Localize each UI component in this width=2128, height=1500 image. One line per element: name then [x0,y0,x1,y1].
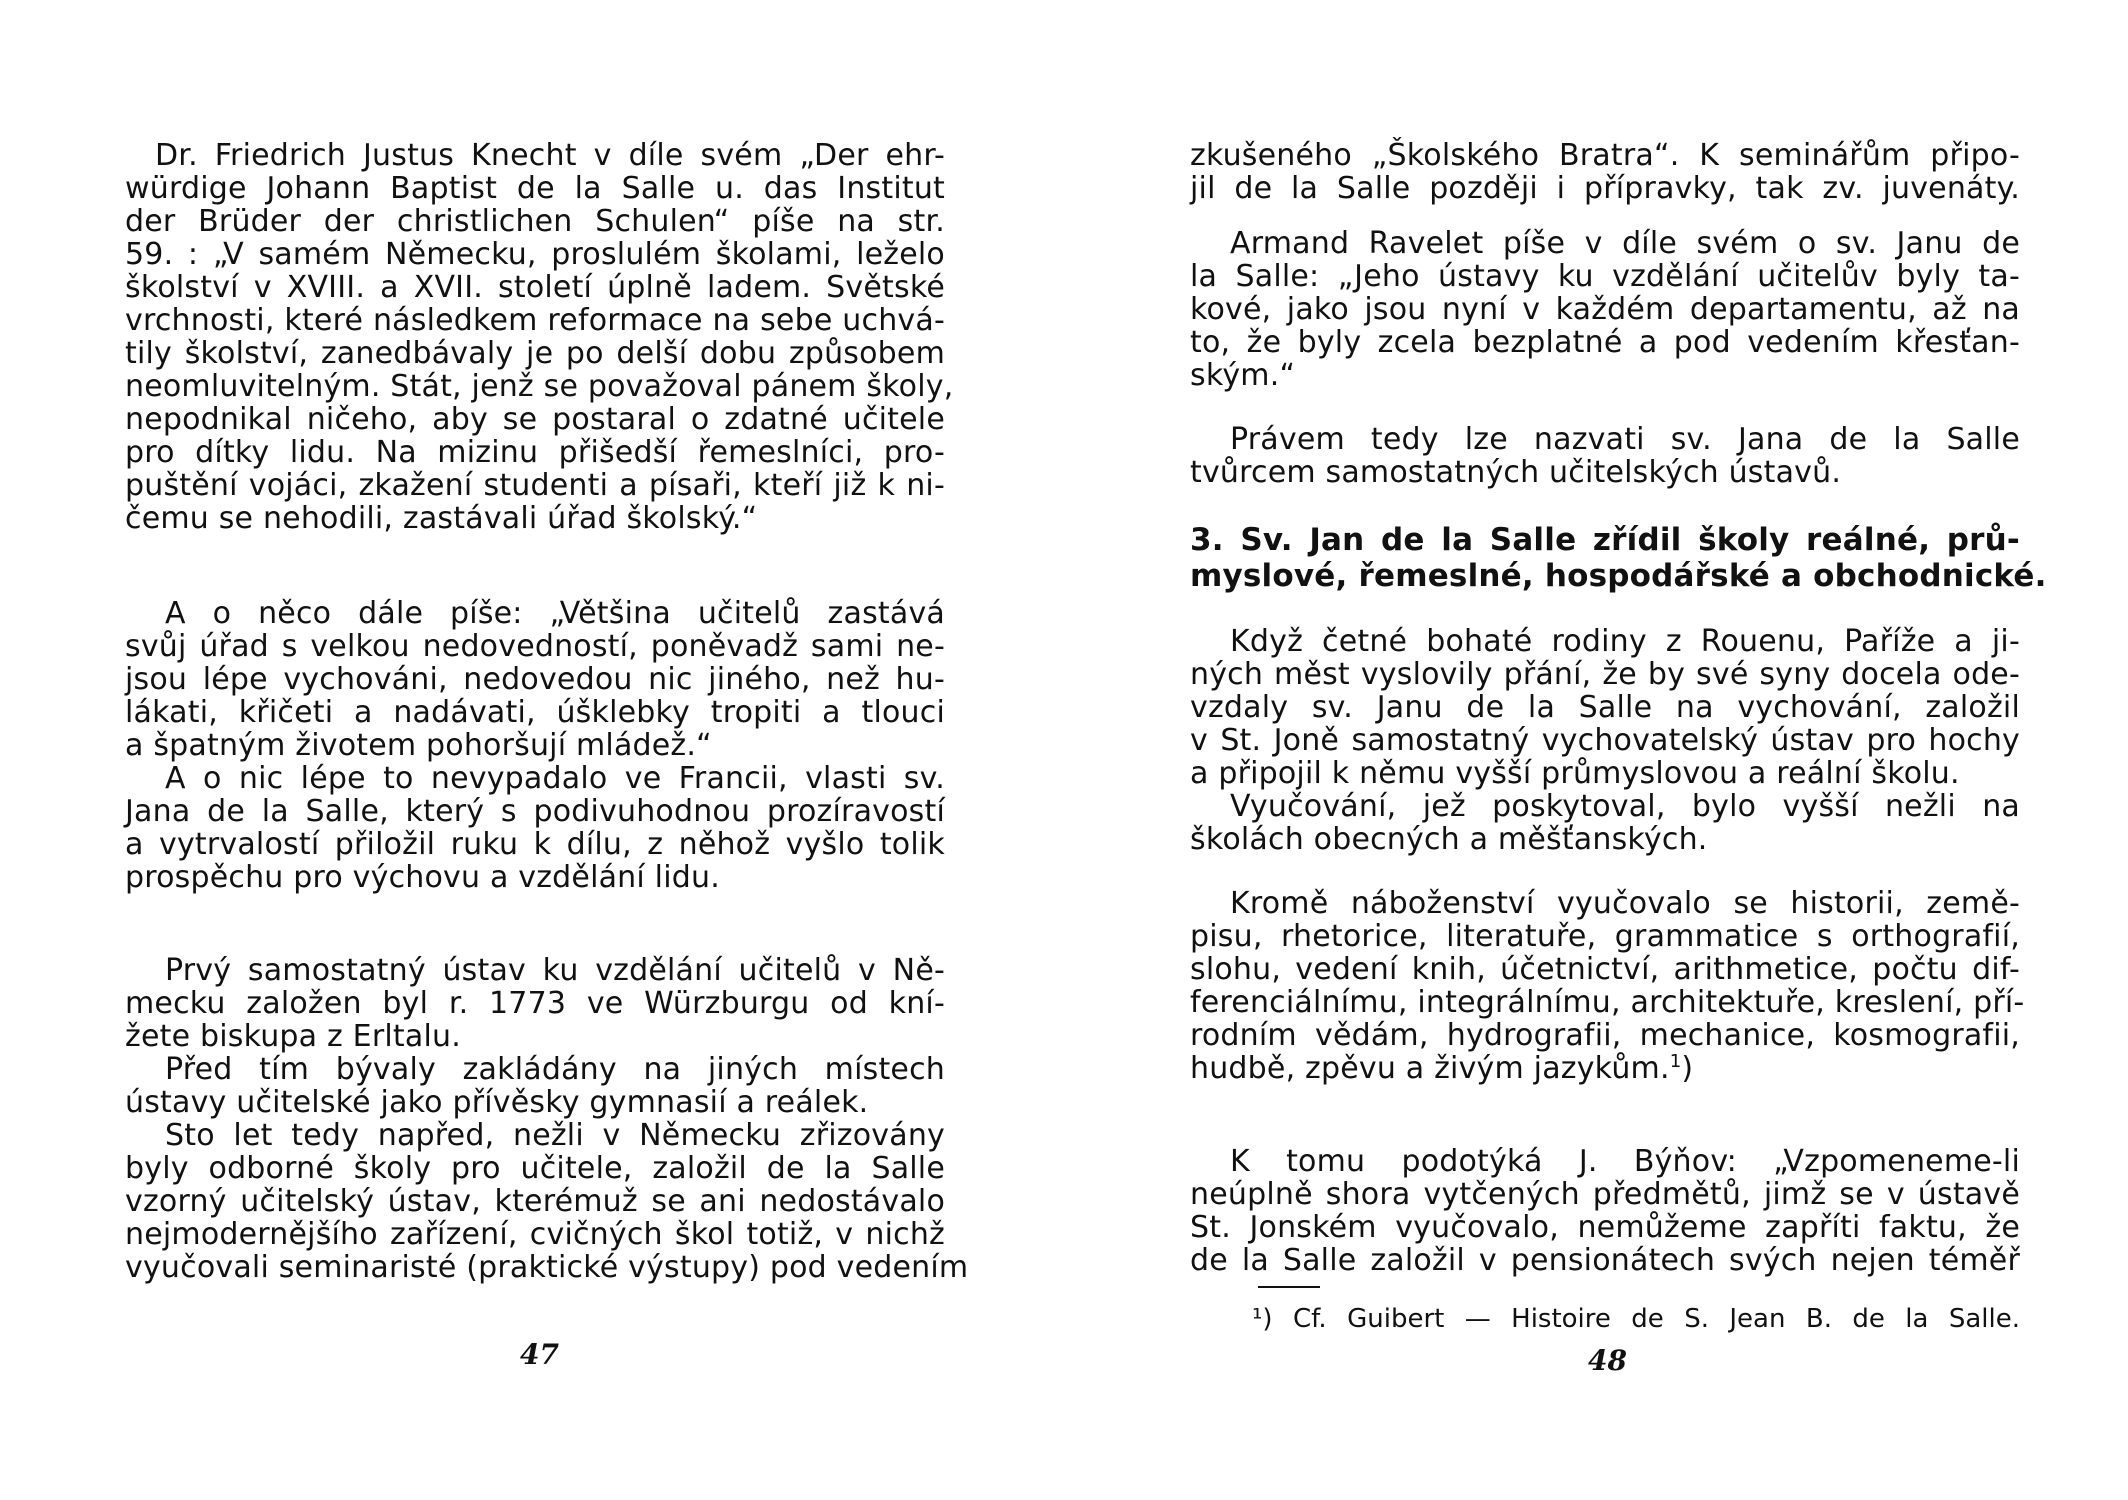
text-line: a špatným životem pohoršují mládež.“ [125,728,712,763]
text-line: würdige Johann Baptist de la Salle u. das Institut [125,171,945,206]
text-line: Kromě náboženství vyučovalo se historii, země- [1230,886,2020,921]
text-line: tvůrcem samostatných učitelských ústavů. [1190,455,1842,490]
text-line: jil de la Salle později i přípravky, tak zv. juvenáty. [1190,171,2020,206]
text-line: nejmodernějšího zařízení, cvičných škol totiž, v nichž [125,1217,945,1252]
text-line: čemu se nehodili, zastávali úřad školský.“ [125,501,758,536]
section-heading: myslové, řemeslné, hospodářské a obchodnické. [1190,558,2047,594]
footnote-text: Cf. Guibert — Histoire de S. Jean B. de la Salle. [1293,1304,2021,1334]
footnote-marker: ¹) [1252,1304,1273,1334]
text-line: jsou lépe vychováni, nedovedou nic jiného, než hu- [125,662,945,697]
text-line: puštění vojáci, zkažení studenti a písaři, kteří již k ni- [125,468,945,503]
text-line: Právem tedy lze nazvati sv. Jana de la Salle [1230,422,2020,457]
text-line: žete biskupa z Erltalu. [125,1019,461,1054]
text-line: A o nic lépe to nevypadalo ve Francii, vlasti sv. [165,761,945,796]
text-line: pro dítky lidu. Na mizinu přišedší řemeslníci, pro- [125,435,945,470]
text-line: v St. Joně samostatný vychovatelský ústav pro hochy [1190,723,2020,758]
text-line: der Brüder der christlichen Schulen“ píše na str. [125,204,945,239]
text-line: Prvý samostatný ústav ku vzdělání učitelů v Ně- [165,953,945,988]
text-line: školství v XVIII. a XVII. století úplně ladem. Světské [125,270,945,305]
text-line: svůj úřad s velkou nedovedností, poněvadž sami ne- [125,629,945,664]
text-line: prospěchu pro výchovu a vzdělání lidu. [125,860,720,895]
text-line: a připojil k němu vyšší průmyslovou a reální školu. [1190,756,1960,791]
text-line: hudbě, zpěvu a živým jazykům.$^1$) [1190,1051,1694,1086]
text-line: Dr. Friedrich Justus Knecht v díle svém „Der ehr- [155,138,945,173]
text-line: vyučovali seminaristé (praktické výstupy) pod vedením [125,1250,969,1285]
page-number: 48 [1588,1344,1627,1377]
section-heading: 3. Sv. Jan de la Salle zřídil školy reálné, prů- [1190,522,2020,558]
text-line: Sto let tedy napřed, nežli v Německu zřizovány [165,1118,945,1153]
text-line: Před tím bývaly zakládány na jiných místech [165,1052,945,1087]
text-line: neúplně shora vytčených předmětů, jimž se v ústavě [1190,1177,2020,1212]
text-line: A o něco dále píše: „Většina učitelů zastává [165,596,945,631]
text-line: rodním vědám, hydrografii, mechanice, kosmografii, [1190,1018,2020,1053]
text-line: de la Salle založil v pensionátech svých nejen téměř [1190,1243,2020,1278]
text-line: Jana de la Salle, který s podivuhodnou prozíravostí [125,794,945,829]
text-line: vzorný učitelský ústav, kterémuž se ani nedostávalo [125,1184,945,1219]
text-line: to, že byly zcela bezplatné a pod vedením křesťan- [1190,325,2020,360]
footnote-ref: 1 [1669,1051,1682,1072]
text-line: kové, jako jsou nyní v každém departamentu, až na [1190,292,2020,327]
text-line: mecku založen byl r. 1773 ve Würzburgu od kní- [125,986,945,1021]
text-line: Když četné bohaté rodiny z Rouenu, Paříže a ji- [1230,624,2020,659]
text-line: a vytrvalostí přiložil ruku k dílu, z něhož vyšlo tolik [125,827,945,862]
page-number: 47 [520,1338,559,1371]
text-line: St. Jonském vyučovalo, nemůžeme zapříti faktu, že [1190,1210,2020,1245]
text-line: Vyučování, jež poskytoval, bylo vyšší nežli na [1230,789,2020,824]
text-line: pisu, rhetorice, literatuře, grammatice s orthografií, [1190,919,2020,954]
text-line: neomluvitelným. Stát, jenž se považoval pánem školy, [125,369,954,404]
text-line: vrchnosti, které následkem reformace na sebe uchvá- [125,303,945,338]
text-line: ferenciálnímu, integrálnímu, architektuře, kreslení, pří- [1190,985,2025,1020]
text-line: la Salle: „Jeho ústavy ku vzdělání učitelův byly ta- [1190,259,2020,294]
text-line: ústavy učitelské jako přívěsky gymnasií a reálek. [125,1085,869,1120]
text-line: školách obecných a měšťanských. [1190,822,1708,857]
footnote-rule [1258,1286,1320,1288]
text-line: zkušeného „Školského Bratra“. K seminářům připo- [1190,138,2020,173]
text-line: 59. : „V samém Německu, proslulém školami, leželo [125,237,945,272]
text-line: slohu, vedení knih, účetnictví, arithmetice, počtu dif- [1190,952,2020,987]
text-line: ským.“ [1190,358,1296,393]
text-line: Armand Ravelet píše v díle svém o sv. Janu de [1230,226,2020,261]
text-line: lákati, křičeti a nadávati, úšklebky tropiti a tlouci [125,695,945,730]
text-line: vzdaly sv. Janu de la Salle na vychování, založil [1190,690,2020,725]
text-line: nepodnikal ničeho, aby se postaral o zdatné učitele [125,402,945,437]
footnote [1252,1302,2020,1336]
text-line: K tomu podotýká J. Býňov: „Vzpomeneme-li [1230,1144,2020,1179]
text-line: tily školství, zanedbávaly je po delší dobu způsobem [125,336,945,371]
text-line: byly odborné školy pro učitele, založil de la Salle [125,1151,945,1186]
text-line: ných měst vyslovily přání, že by své syny docela ode- [1190,657,2020,692]
